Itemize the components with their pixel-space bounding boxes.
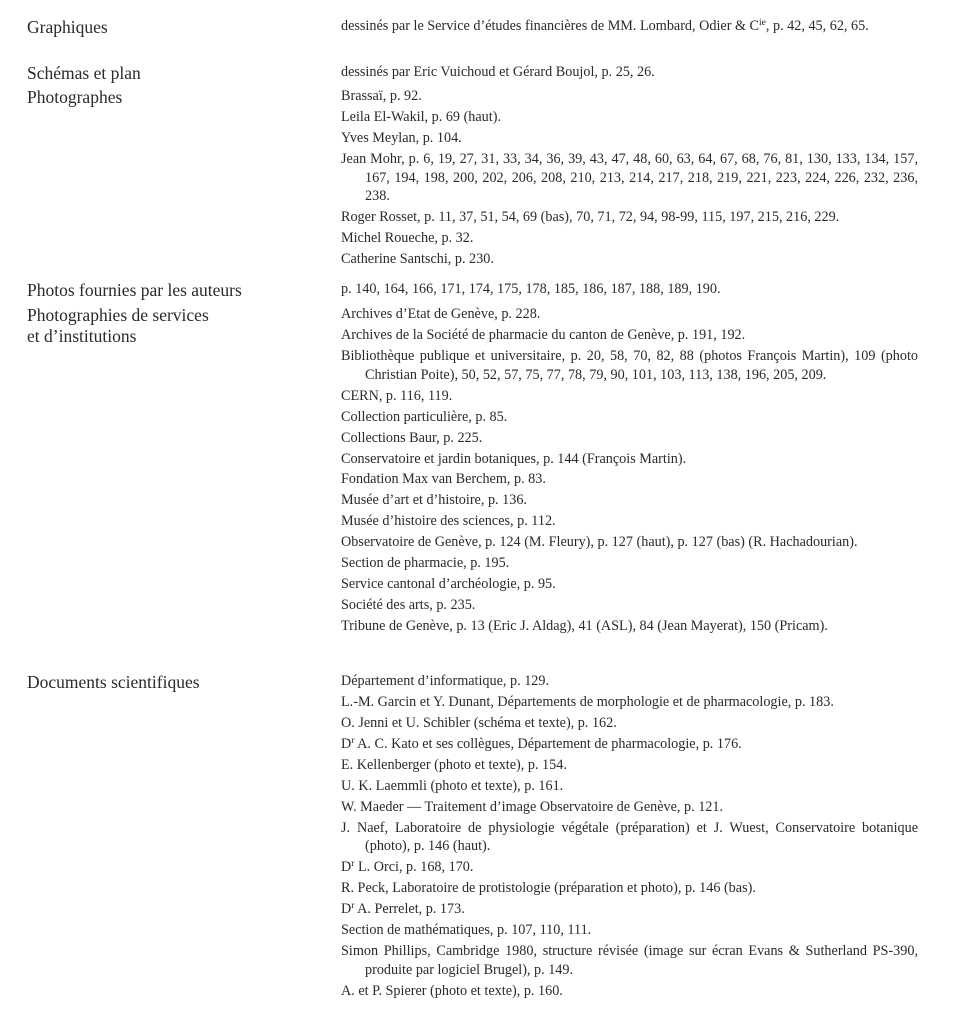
credit-entry: Yves Meylan, p. 104.	[341, 129, 462, 146]
entry-list	[341, 280, 918, 301]
credit-entry: Archives d’Etat de Genève, p. 228.	[341, 306, 541, 322]
section-heading	[27, 305, 317, 347]
heading-line: Documents scientifiques	[27, 672, 200, 692]
credit-entry: U. K. Laemmli (photo et texte), p. 161.	[341, 777, 564, 794]
credit-entry: J. Naef, Laboratoire de physiologie végétale (préparation) et J. Wuest, Conservatoire botanique (photo), p. 146 (haut).	[341, 819, 918, 855]
credit-entry: Roger Rosset, p. 11, 37, 51, 54, 69 (bas), 70, 71, 72, 94, 98-99, 115, 197, 215, 216, 229.	[341, 209, 840, 226]
heading-line: Photographies de services	[27, 305, 209, 325]
entry-list	[341, 87, 918, 271]
credit-entry: Catherine Santschi, p. 230.	[341, 251, 494, 268]
credit-entry: O. Jenni et U. Schibler (schéma et texte), p. 162.	[341, 714, 617, 731]
credit-entry: Brassaï, p. 92.	[341, 88, 422, 104]
section-heading	[27, 17, 317, 38]
credit-entry: Musée d’histoire des sciences, p. 112.	[341, 513, 556, 530]
credit-entry: L.-M. Garcin et Y. Dunant, Départements de morphologie et de pharmacologie, p. 183.	[341, 693, 834, 710]
credit-entry: Bibliothèque publique et universitaire, p. 20, 58, 70, 82, 88 (photos François Martin), 109 (photo Christian Poite), 50, 52, 57, 75, 77, 78, 79, 90, 101, 103, 113, 138, 196, 205, 209.	[341, 347, 918, 383]
credit-entry: Fondation Max van Berchem, p. 83.	[341, 471, 546, 488]
credit-entry: Leila El-Wakil, p. 69 (haut).	[341, 108, 501, 125]
entry-list	[341, 672, 918, 1003]
credit-entry: CERN, p. 116, 119.	[341, 387, 453, 404]
heading-line: Schémas et plan	[27, 63, 141, 83]
credit-entry: Service cantonal d’archéologie, p. 95.	[341, 576, 556, 593]
credit-entry: Section de mathématiques, p. 107, 110, 111.	[341, 922, 592, 939]
heading-line: Photographes	[27, 87, 123, 107]
credit-entry: Observatoire de Genève, p. 124 (M. Fleury), p. 127 (haut), p. 127 (bas) (R. Hachadourian).	[341, 534, 858, 551]
credit-entry: Musée d’art et d’histoire, p. 136.	[341, 492, 527, 509]
heading-line: et d’institutions	[27, 326, 137, 346]
credit-entry: Archives de la Société de pharmacie du canton de Genève, p. 191, 192.	[341, 326, 746, 343]
credit-entry: W. Maeder — Traitement d’image Observatoire de Genève, p. 121.	[341, 798, 724, 815]
credit-entry: Simon Phillips, Cambridge 1980, structure révisée (image sur écran Evans & Sutherland PS-390, produite par logiciel Brugel), p. 149.	[341, 943, 918, 978]
credit-entry: p. 140, 164, 166, 171, 174, 175, 178, 185, 186, 187, 188, 189, 190.	[341, 281, 721, 297]
heading-line: Graphiques	[27, 17, 108, 37]
credit-entry: $D^r$ A. C. Kato et ses collègues, Département de pharmacologie, p. 176.	[341, 735, 742, 752]
entry-list	[341, 17, 918, 38]
credit-entry: Département d’informatique, p. 129.	[341, 673, 550, 689]
credit-entry: Section de pharmacie, p. 195.	[341, 555, 510, 572]
credit-entry: Collections Baur, p. 225.	[341, 429, 483, 446]
credit-entry: $D^r$ A. Perrelet, p. 173.	[341, 901, 465, 918]
section-heading	[27, 63, 317, 84]
credit-entry: R. Peck, Laboratoire de protistologie (préparation et photo), p. 146 (bas).	[341, 880, 756, 897]
credit-entry: dessinés par le Service d’études financières de MM. Lombard, Odier & $C^{ie}$, p. 42, 45, 62, 65.	[341, 18, 869, 34]
credit-entry: Jean Mohr, p. 6, 19, 27, 31, 33, 34, 36, 39, 43, 47, 48, 60, 63, 64, 67, 68, 76, 81, 130, 133, 134, 157, 167, 194, 198, 200, 202, 206, 208, 210, 213, 214, 217, 218, 219, 221, 223, 224, 226, 232, 236, 238.	[341, 150, 918, 205]
section-heading	[27, 672, 317, 693]
credit-entry: Collection particulière, p. 85.	[341, 408, 508, 425]
credit-entry: Société des arts, p. 235.	[341, 597, 476, 614]
credit-entry: Conservatoire et jardin botaniques, p. 144 (François Martin).	[341, 450, 687, 467]
credit-entry: $D^r$ L. Orci, p. 168, 170.	[341, 859, 474, 876]
heading-line: Photos fournies par les auteurs	[27, 280, 242, 300]
entry-list	[341, 305, 918, 638]
credit-entry: Tribune de Genève, p. 13 (Eric J. Aldag), 41 (ASL), 84 (Jean Mayerat), 150 (Pricam).	[341, 618, 828, 635]
entry-list	[341, 63, 918, 84]
credit-entry: Michel Roueche, p. 32.	[341, 230, 474, 247]
credit-entry: A. et P. Spierer (photo et texte), p. 160.	[341, 982, 563, 999]
credit-entry: E. Kellenberger (photo et texte), p. 154.	[341, 756, 567, 773]
section-heading	[27, 280, 317, 301]
section-heading	[27, 87, 317, 108]
credit-entry: dessinés par Eric Vuichoud et Gérard Boujol, p. 25, 26.	[341, 64, 655, 80]
